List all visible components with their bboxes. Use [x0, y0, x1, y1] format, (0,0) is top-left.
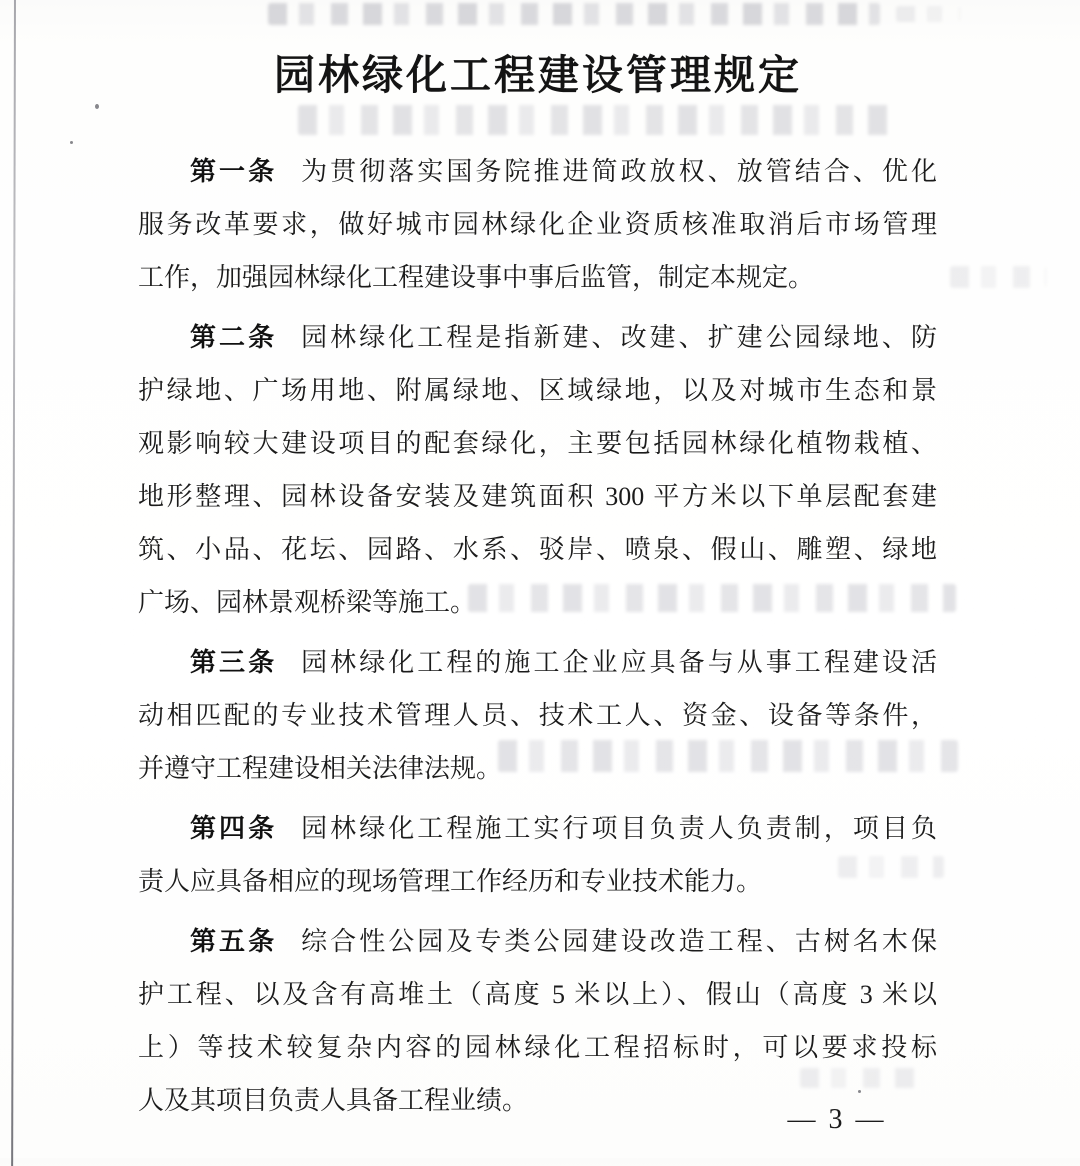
article-text: 园林绿化工程的施工企业应具备与从事工程建设活	[301, 648, 937, 677]
text-line: 上）等技术较复杂内容的园林绿化工程招标时，可以要求投标	[138, 1033, 937, 1062]
article-number: 第二条	[190, 322, 278, 352]
text-line: 地形整理、园林设备安装及建筑面积 300 平方米以下单层配套建	[138, 482, 937, 511]
article-number: 第四条	[190, 813, 278, 843]
text-line	[138, 145, 937, 198]
document-body	[138, 145, 937, 1127]
text-line	[138, 915, 937, 968]
article-text: 园林绿化工程是指新建、改建、扩建公园绿地、防	[301, 323, 937, 352]
text-line: 责人应具备相应的现场管理工作经历和专业技术能力。	[138, 867, 763, 896]
text-line: 服务改革要求，做好城市园林绿化企业资质核准取消后市场管理	[138, 210, 937, 239]
text-line: 人及其项目负责人具备工程业绩。	[138, 1086, 529, 1115]
article-number: 第一条	[190, 156, 278, 186]
page-number: — 3 —	[787, 1104, 887, 1135]
article-number: 第三条	[190, 647, 278, 677]
text-line: 广场、园林景观桥梁等施工。	[138, 588, 477, 617]
article	[138, 795, 937, 908]
article	[138, 145, 937, 304]
page-title: 园林绿化工程建设管理规定	[274, 52, 802, 98]
scan-speck	[95, 104, 99, 109]
text-line	[138, 636, 937, 689]
text-line: 筑、小品、花坛、园路、水系、驳岸、喷泉、假山、雕塑、绿地	[138, 535, 937, 564]
bleedthrough-smudge-top	[268, 3, 880, 25]
scan-fold-line	[11, 0, 16, 1166]
article	[138, 629, 937, 795]
article-number: 第五条	[190, 926, 278, 956]
article	[138, 304, 937, 629]
bleedthrough-smudge-under-title	[298, 105, 894, 135]
text-line	[138, 311, 937, 364]
text-line: 工作，加强园林绿化工程建设事中事后监管，制定本规定。	[138, 263, 815, 292]
text-line	[138, 802, 937, 855]
article-text: 综合性公园及专类公园建设改造工程、古树名木保	[301, 927, 937, 956]
bleedthrough-smudge-right-margin	[950, 266, 1046, 288]
text-line: 护工程、以及含有高堆土（高度 5 米以上）、假山（高度 3 米以	[138, 980, 937, 1009]
text-line: 并遵守工程建设相关法律法规。	[138, 754, 503, 783]
article-text: 为贯彻落实国务院推进简政放权、放管结合、优化	[301, 157, 937, 186]
article	[138, 908, 937, 1127]
bleedthrough-smudge-top-right	[896, 6, 960, 22]
text-line: 护绿地、广场用地、附属绿地、区域绿地，以及对城市生态和景	[138, 376, 937, 405]
scan-speck	[70, 141, 73, 144]
article-text: 园林绿化工程施工实行项目负责人负责制，项目负	[301, 814, 937, 843]
text-line: 动相匹配的专业技术管理人员、技术工人、资金、设备等条件，	[138, 701, 937, 730]
text-line: 观影响较大建设项目的配套绿化，主要包括园林绿化植物栽植、	[138, 429, 937, 458]
